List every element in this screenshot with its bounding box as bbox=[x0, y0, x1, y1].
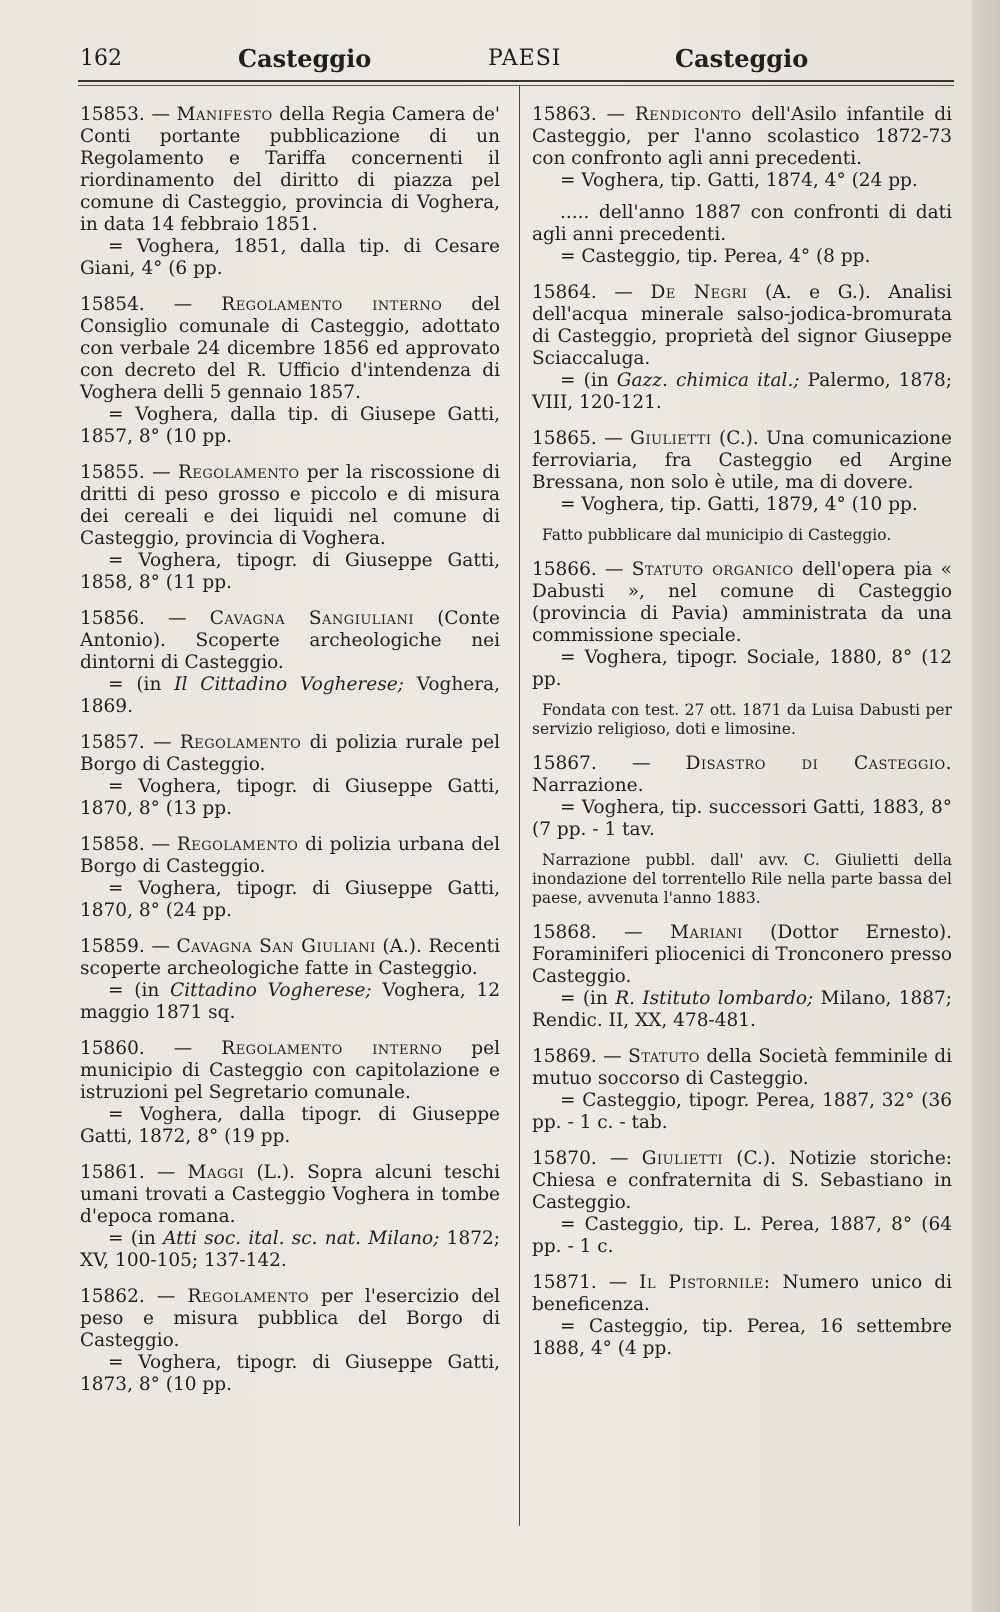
entry-number: 15855. bbox=[80, 462, 145, 483]
entry-title: Narrazione. bbox=[532, 775, 644, 796]
entry-body: 15855. — Regolamento per la riscossione di dritti di peso grosso e piccolo e di misura dei cereali e dei liquidi nel comune di Casteggio, provincia di Voghera. bbox=[80, 462, 501, 549]
entry-extra-publication: = Casteggio, tip. Perea, 4° (8 pp. bbox=[560, 246, 871, 267]
entry-number: 15854. bbox=[80, 294, 145, 315]
entry-title: per la riscossione di dritti di peso grosso e piccolo e di misura dei cereali e dei liquidi nel comune di Casteggio, provincia di Voghera. bbox=[80, 462, 501, 549]
entry-title: della Società femminile di mutuo soccorso di Casteggio. bbox=[532, 1046, 952, 1089]
entry-number: 15863. bbox=[532, 104, 597, 125]
entry-author: Mariani bbox=[670, 922, 743, 943]
entry-author: Giulietti bbox=[641, 1148, 724, 1169]
entry-title: (C.). Notizie storiche: Chiesa e confraternita di S. Sebastiano in Casteggio. bbox=[532, 1148, 952, 1213]
entry-body: 15870. — Giulietti (C.). Notizie storiche: Chiesa e confraternita di S. Sebastiano in Casteggio. bbox=[532, 1148, 952, 1213]
catalog-entry bbox=[80, 104, 500, 280]
entry-publication: = Voghera, tipogr. di Giuseppe Gatti, 1858, 8° (11 pp. bbox=[80, 550, 500, 593]
catalog-entry bbox=[532, 1046, 952, 1134]
entry-author: Regolamento interno bbox=[221, 294, 443, 315]
entry-body: 15866. — Statuto organico dell'opera pia « Dabusti », nel comune di Casteggio (provincia di Pavia) amministrata da una commissione speciale. bbox=[532, 559, 953, 646]
entry-publication: = Casteggio, tip. Perea, 16 settembre 1888, 4° (4 pp. bbox=[532, 1316, 952, 1359]
page-number: 162 bbox=[80, 46, 122, 71]
entry-title: di polizia rurale pel Borgo di Casteggio. bbox=[80, 732, 500, 775]
header-left-title: Casteggio bbox=[238, 44, 372, 73]
entry-title: (A.). Recenti scoperte archeologiche fatte in Casteggio. bbox=[80, 936, 500, 979]
publication-prefix: = (in bbox=[108, 674, 175, 695]
entry-body: 15871. — Il Pistornile: Numero unico di beneficenza. bbox=[532, 1272, 952, 1315]
catalog-entry bbox=[532, 922, 952, 1032]
entry-title: (C.). Una comunicazione ferroviaria, fra Casteggio ed Argine Bressana, non solo è utile, ma di dovere. bbox=[532, 428, 952, 493]
publication-details: Voghera, 1869. bbox=[80, 674, 501, 717]
publication-source: Cittadino Vogherese; bbox=[170, 980, 372, 1001]
entry-number: 15860. bbox=[80, 1038, 145, 1059]
entry-author: Cavagna Sangiuliani bbox=[209, 608, 414, 629]
entry-publication bbox=[80, 980, 500, 1024]
entry-title: della Regia Camera de' Conti portante pubblicazione di un Regolamento e Tariffa concernenti il riordinamento del diritto di piazza pel comune di Casteggio, provincia di Voghera, in data 14 febbraio 1851. bbox=[80, 104, 500, 235]
entry-body: 15859. — Cavagna San Giuliani (A.). Recenti scoperte archeologiche fatte in Casteggio. bbox=[80, 936, 500, 979]
entry-publication: = Voghera, tipogr. di Giuseppe Gatti, 1873, 8° (10 pp. bbox=[80, 1352, 500, 1395]
entry-number: 15853. bbox=[80, 104, 145, 125]
catalog-entry bbox=[80, 294, 500, 448]
catalog-entry bbox=[532, 1272, 952, 1360]
publication-details: Voghera, 12 maggio 1871 sq. bbox=[80, 980, 501, 1023]
entry-number: 15867. bbox=[532, 753, 597, 774]
entry-author: Regolamento bbox=[178, 462, 300, 483]
publication-prefix: = (in bbox=[108, 980, 171, 1001]
entry-publication: = Voghera, tipogr. di Giuseppe Gatti, 1870, 8° (24 pp. bbox=[80, 878, 500, 921]
publication-prefix: = (in bbox=[108, 1228, 164, 1249]
entry-number: 15865. bbox=[532, 428, 597, 449]
entry-author: Giulietti bbox=[630, 428, 712, 449]
entry-author: De Negri bbox=[650, 282, 748, 303]
entry-note: Fatto pubblicare dal municipio di Casteggio. bbox=[542, 526, 892, 544]
entry-publication bbox=[532, 370, 952, 414]
column-divider bbox=[519, 86, 520, 1526]
publication-details: Milano, 1887; Rendic. II, XX, 478-481. bbox=[532, 988, 953, 1031]
entry-body: 15853. — Manifesto della Regia Camera de' Conti portante pubblicazione di un Regolamento e Tariffa concernenti il riordinamento del diritto di piazza pel comune di Casteggio, provincia di Voghera, in data 14 febbraio 1851. bbox=[80, 104, 500, 235]
publication-details: Palermo, 1878; VIII, 120-121. bbox=[532, 370, 952, 413]
entry-publication: = Voghera, tip. Gatti, 1879, 4° (10 pp. bbox=[560, 494, 918, 515]
publication-source: Gazz. chimica ital.; bbox=[616, 370, 800, 391]
entry-number: 15864. bbox=[532, 282, 597, 303]
catalog-entry bbox=[80, 1162, 500, 1272]
catalog-entry bbox=[80, 1286, 500, 1396]
entry-title: (L.). Sopra alcuni teschi umani trovati a Casteggio Voghera in tombe d'epoca romana. bbox=[80, 1162, 500, 1227]
left-column bbox=[80, 104, 500, 1410]
catalog-entry bbox=[532, 1148, 952, 1258]
entry-body: 15862. — Regolamento per l'esercizio del peso e misura pubblica del Borgo di Casteggio. bbox=[80, 1286, 501, 1351]
entry-publication bbox=[80, 674, 500, 718]
header-center-title: PAESI bbox=[488, 46, 562, 71]
catalog-entry bbox=[80, 608, 500, 718]
entry-number: 15869. bbox=[532, 1046, 597, 1067]
entry-author: Maggi bbox=[187, 1162, 245, 1183]
page-edge bbox=[972, 0, 1000, 1612]
publication-source: Il Cittadino Vogherese; bbox=[174, 674, 404, 695]
entry-author: Il Pistornile: bbox=[639, 1272, 771, 1293]
entry-author: Regolamento interno bbox=[221, 1038, 443, 1059]
entry-body: 15865. — Giulietti (C.). Una comunicazione ferroviaria, fra Casteggio ed Argine Bressana, non solo è utile, ma di dovere. bbox=[532, 428, 952, 493]
entry-number: 15859. bbox=[80, 936, 145, 957]
entry-number: 15856. bbox=[80, 608, 145, 629]
entry-publication bbox=[80, 1228, 500, 1272]
publication-source: R. Istituto lombardo; bbox=[615, 988, 814, 1009]
entry-title: (A. e G.). Analisi dell'acqua minerale salso-jodica-bromurata di Casteggio, proprietà del signor Giuseppe Sciaccaluga. bbox=[532, 282, 952, 369]
header-rule bbox=[78, 80, 954, 82]
entry-body: 15868. — Mariani (Dottor Ernesto). Foraminiferi pliocenici di Tronconero presso Casteggio. bbox=[532, 922, 952, 987]
publication-prefix: = (in bbox=[560, 988, 616, 1009]
entry-note: Narrazione pubbl. dall' avv. C. Giulietti della inondazione del torrentello Rile nella parte bassa del paese, avvenuta l'anno 1883. bbox=[532, 851, 952, 907]
entry-publication: = Voghera, tipogr. di Giuseppe Gatti, 1870, 8° (13 pp. bbox=[80, 776, 500, 819]
entry-author: Regolamento bbox=[176, 834, 299, 855]
publication-details: 1872; XV, 100-105; 137-142. bbox=[80, 1228, 500, 1271]
entry-author: Rendiconto bbox=[634, 104, 742, 125]
entry-title: Numero unico di beneficenza. bbox=[532, 1272, 952, 1315]
entry-title: del Consiglio comunale di Casteggio, adottato con verbale 24 dicembre 1856 ed approvato con decreto del R. Ufficio d'intendenza di Voghera delli 5 gennaio 1857. bbox=[80, 294, 500, 403]
catalog-entry bbox=[80, 732, 500, 820]
entry-author: Regolamento bbox=[187, 1286, 309, 1307]
entry-title: pel municipio di Casteggio con capitolazione e istruzioni pel Segretario comunale. bbox=[80, 1038, 500, 1103]
entry-author: Disastro di Casteggio. bbox=[685, 753, 952, 774]
entry-body: 15856. — Cavagna Sangiuliani (Conte Antonio). Scoperte archeologiche nei dintorni di Casteggio. bbox=[80, 608, 500, 673]
catalog-entry bbox=[80, 1038, 500, 1148]
entry-number: 15861. bbox=[80, 1162, 145, 1183]
entry-publication: = Casteggio, tip. L. Perea, 1887, 8° (64 pp. - 1 c. bbox=[532, 1214, 952, 1257]
header-right-title: Casteggio bbox=[675, 44, 809, 73]
entry-body: 15860. — Regolamento interno pel municipio di Casteggio con capitolazione e istruzioni pel Segretario comunale. bbox=[80, 1038, 500, 1103]
catalog-entry bbox=[80, 936, 500, 1024]
entry-author: Regolamento bbox=[179, 732, 302, 753]
catalog-entry bbox=[532, 428, 952, 545]
entry-title: (Dottor Ernesto). Foraminiferi pliocenici di Tronconero presso Casteggio. bbox=[532, 922, 952, 987]
entry-body: 15857. — Regolamento di polizia rurale pel Borgo di Casteggio. bbox=[80, 732, 500, 775]
entry-publication: = Voghera, dalla tipogr. di Giuseppe Gatti, 1872, 8° (19 pp. bbox=[80, 1104, 500, 1147]
catalog-entry bbox=[80, 462, 500, 594]
entry-title: (Conte Antonio). Scoperte archeologiche nei dintorni di Casteggio. bbox=[80, 608, 500, 673]
catalog-entry bbox=[532, 282, 952, 414]
header-rule-thin bbox=[78, 85, 954, 86]
entry-publication: = Casteggio, tipogr. Perea, 1887, 32° (36 pp. - 1 c. - tab. bbox=[532, 1090, 952, 1133]
entry-body: 15854. — Regolamento interno del Consiglio comunale di Casteggio, adottato con verbale 24 dicembre 1856 ed approvato con decreto del R. Ufficio d'intendenza di Voghera delli 5 gennaio 1857. bbox=[80, 294, 500, 403]
entry-extra: ..... dell'anno 1887 con confronti di dati agli anni precedenti. bbox=[532, 202, 952, 245]
entry-body: 15863. — Rendiconto dell'Asilo infantile di Casteggio, per l'anno scolastico 1872-73 con confronto agli anni precedenti. bbox=[532, 104, 952, 169]
right-column bbox=[532, 104, 952, 1374]
entry-number: 15868. bbox=[532, 922, 597, 943]
catalog-entry bbox=[80, 834, 500, 922]
entry-title: dell'opera pia « Dabusti », nel comune di Casteggio (provincia di Pavia) amministrata da una commissione speciale. bbox=[532, 559, 953, 646]
entry-body: 15869. — Statuto della Società femminile di mutuo soccorso di Casteggio. bbox=[532, 1046, 952, 1089]
entry-publication: = Voghera, tip. Gatti, 1874, 4° (24 pp. bbox=[560, 170, 918, 191]
entry-number: 15870. bbox=[532, 1148, 597, 1169]
entry-publication: = Voghera, 1851, dalla tip. di Cesare Giani, 4° (6 pp. bbox=[80, 236, 500, 279]
entry-title: dell'Asilo infantile di Casteggio, per l'anno scolastico 1872-73 con confronto agli anni precedenti. bbox=[532, 104, 952, 169]
entry-publication: = Voghera, tipogr. Sociale, 1880, 8° (12 pp. bbox=[532, 647, 952, 690]
entry-author: Manifesto bbox=[176, 104, 273, 125]
running-header bbox=[80, 38, 950, 78]
entry-body: 15861. — Maggi (L.). Sopra alcuni teschi umani trovati a Casteggio Voghera in tombe d'epoca romana. bbox=[80, 1162, 500, 1227]
entry-title: di polizia urbana del Borgo di Casteggio. bbox=[80, 834, 501, 877]
entry-number: 15858. bbox=[80, 834, 145, 855]
entry-author: Cavagna San Giuliani bbox=[176, 936, 376, 957]
publication-source: Atti soc. ital. sc. nat. Milano; bbox=[163, 1228, 440, 1249]
catalog-entry bbox=[532, 104, 952, 268]
catalog-entry bbox=[532, 559, 952, 739]
entry-number: 15857. bbox=[80, 732, 145, 753]
entry-note: Fondata con test. 27 ott. 1871 da Luisa Dabusti per servizio religioso, doti e limosine. bbox=[532, 701, 952, 738]
entry-body: 15864. — De Negri (A. e G.). Analisi dell'acqua minerale salso-jodica-bromurata di Casteggio, proprietà del signor Giuseppe Sciaccaluga. bbox=[532, 282, 952, 369]
entry-number: 15866. bbox=[532, 559, 597, 580]
entry-author: Statuto organico bbox=[631, 559, 794, 580]
entry-author: Statuto bbox=[628, 1046, 700, 1067]
entry-publication: = Voghera, tip. successori Gatti, 1883, 8° (7 pp. - 1 tav. bbox=[532, 797, 952, 840]
entry-body: 15858. — Regolamento di polizia urbana del Borgo di Casteggio. bbox=[80, 834, 501, 877]
entry-publication: = Voghera, dalla tip. di Giusepe Gatti, 1857, 8° (10 pp. bbox=[80, 404, 500, 447]
entry-number: 15871. bbox=[532, 1272, 597, 1293]
entry-publication bbox=[532, 988, 952, 1032]
catalog-entry bbox=[532, 753, 952, 908]
entry-number: 15862. bbox=[80, 1286, 145, 1307]
publication-prefix: = (in bbox=[560, 370, 617, 391]
entry-body: 15867. — Disastro di Casteggio. Narrazione. bbox=[532, 753, 952, 796]
entry-title: per l'esercizio del peso e misura pubblica del Borgo di Casteggio. bbox=[80, 1286, 501, 1351]
